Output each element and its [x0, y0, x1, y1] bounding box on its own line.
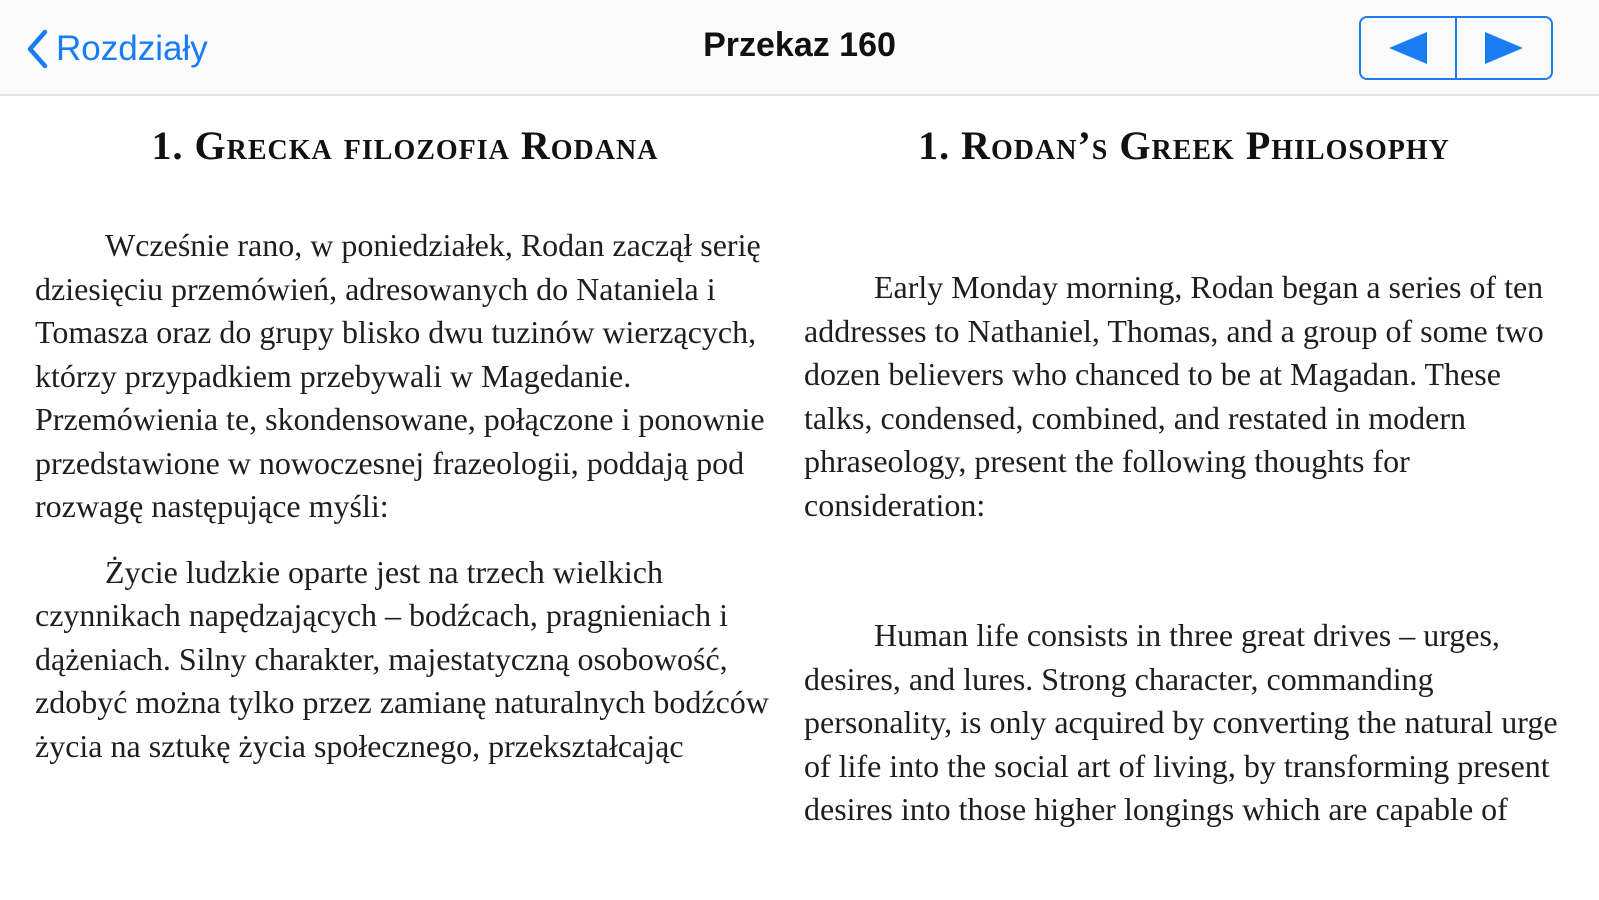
- paragraph: Życie ludzkie oparte jest na trzech wielkich czynnikach napędzających – bodźcach, pragnieniach i dążeniach. Silny charakter, majestatyczną osobowość, zdobyć można tylko przez zamianę naturalnych bodźców życia na sztukę życia społecznego, przekształcając: [35, 553, 769, 764]
- english-text-column: [804, 118, 1564, 832]
- back-to-chapters-button[interactable]: [26, 24, 208, 74]
- paragraph: Wcześnie rano, w poniedziałek, Rodan zaczął serię dziesięciu przemówień, adresowanych do Nataniela i Tomasza oraz do grupy blisko dwu tuzinów wierzących, którzy przypadkiem przebywali w Magedanie. Przemówienia te, skondensowane, połączone i ponownie przedstawione w nowoczesnej frazeologii, poddają pod rozwagę następujące myśli:: [35, 227, 765, 524]
- next-button[interactable]: [1455, 18, 1551, 78]
- section-heading-polish: 1. Grecka filozofia Rodana: [151, 123, 659, 168]
- pager-control: [1359, 16, 1553, 80]
- triangle-left-icon: [1387, 30, 1429, 66]
- navigation-bar: [0, 0, 1599, 96]
- paragraph: Human life consists in three great drives – urges, desires, and lures. Strong character, commanding personality, is only acquired by converting the natural urge of life into the social art of living, by transforming present desires into those higher longings which are capable of: [804, 617, 1558, 827]
- section-heading-english: 1. Rodan’s Greek Philosophy: [918, 123, 1450, 168]
- previous-button[interactable]: [1361, 18, 1455, 78]
- triangle-right-icon: [1483, 30, 1525, 66]
- page-title: Przekaz 160: [703, 26, 896, 64]
- back-label: Rozdziały: [56, 29, 208, 68]
- polish-text-column: [35, 118, 775, 768]
- chevron-left-icon: [26, 29, 48, 69]
- paragraph: Early Monday morning, Rodan began a series of ten addresses to Nathaniel, Thomas, and a group of some two dozen believers who chanced to be at Magadan. These talks, condensed, combined, and restated in modern phraseology, present the following thoughts for consideration:: [804, 269, 1544, 523]
